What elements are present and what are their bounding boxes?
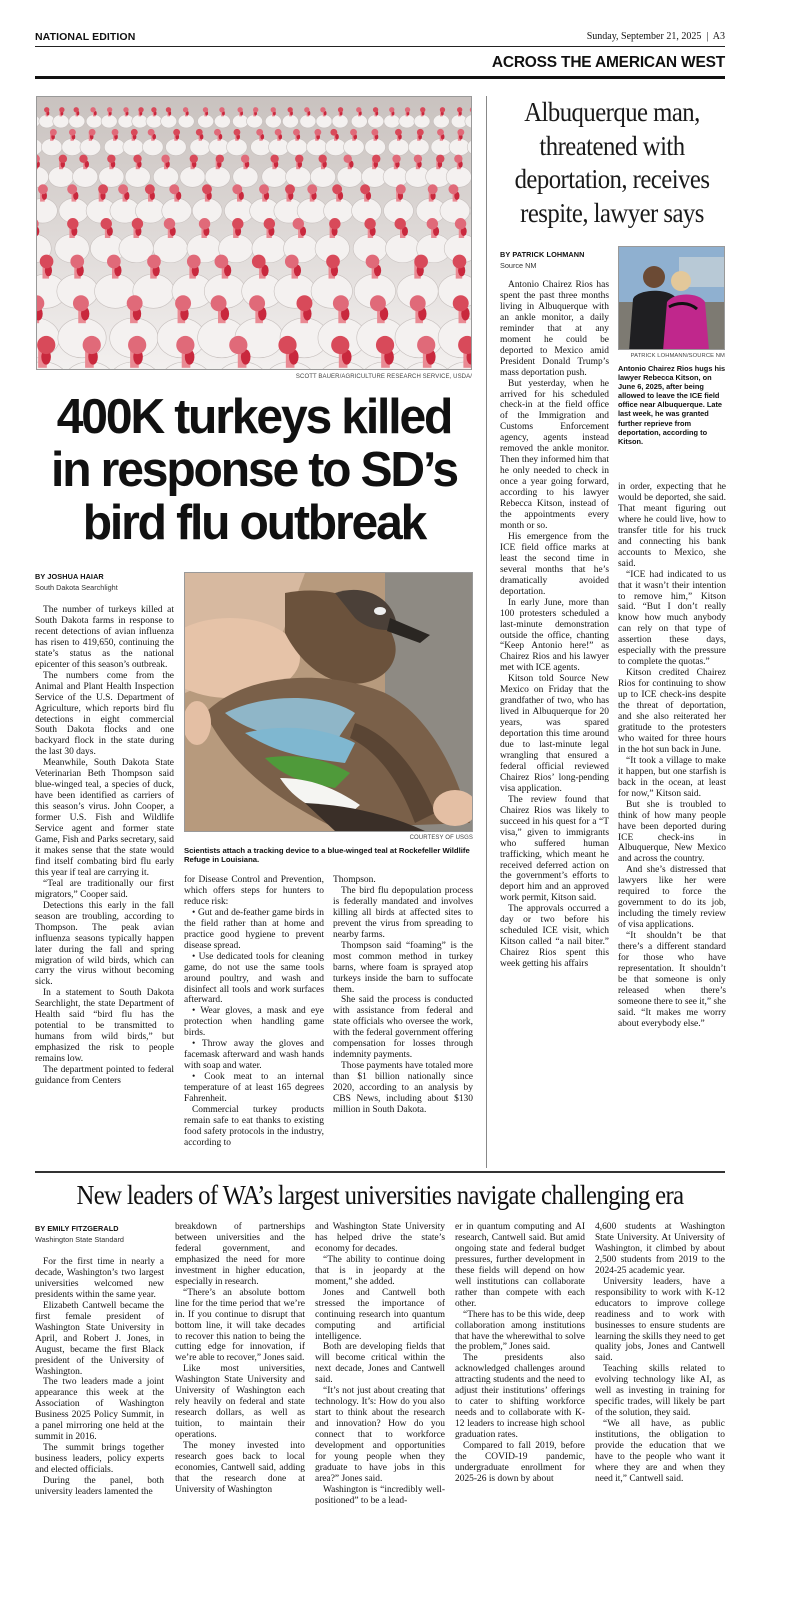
paragraph: • Gut and de-feather game birds in the field rather than at home and practice good hygiene to prevent disease spread. xyxy=(184,907,324,951)
paragraph: Detections this early in the fall season are troubling, according to Thompson. The peak avian influenza seasons typically happen later during the fall and spring migration of wild birds, which can carry the virus without becoming sick. xyxy=(35,900,174,988)
paragraph: But yesterday, when he arrived for his scheduled check-in at the field office of the Immigration and Customs Enforcement agency, agents instead removed the ankle monitor. Then they informed him that he only needed to check in once a year going forward, according to his lawyer Rebecca Kitson, instead of the appointments every month or so. xyxy=(500,378,609,531)
paragraph: The presidents also acknowledged challenges around attracting students and the need to adjust their institutions’ offerings to cater to shifting workforce needs and to collaborate with K-12 leaders to increase high school graduation rates. xyxy=(455,1353,585,1441)
hug-illustration xyxy=(619,247,725,350)
turkey-flock-photo xyxy=(36,96,472,370)
paragraph: Thompson. xyxy=(333,875,376,885)
paragraph: “It took a village to make it happen, but one starfish is back in the ocean, at least for now,” Kitson said. xyxy=(618,755,726,799)
paragraph: University leaders, have a responsibility to work with K-12 educators to improve college readiness and to work with businesses to ensure students are learning the skills they need to get quality jobs, Jones and Cantwell said. xyxy=(595,1276,725,1364)
paragraph: • Wear gloves, a mask and eye protection when handling game birds. xyxy=(184,1006,324,1039)
paragraph: Thompson said “foaming” is the most common method in turkey barns, where foam is sprayed atop turkeys inside the barn to suffocate them. xyxy=(333,940,473,995)
wa-column-2 xyxy=(175,1222,305,1567)
section-title: ACROSS THE AMERICAN WEST xyxy=(491,54,725,71)
turkey-flock-illustration xyxy=(37,97,472,370)
paragraph: The two leaders made a joint appearance this week at the Association of Washington Business 2025 Policy Summit, in a panel mirroring one held at the summit in 2016. xyxy=(35,1377,164,1443)
wa-column-5 xyxy=(595,1222,725,1567)
paragraph: • Use dedicated tools for cleaning game, do not use the same tools around poultry, and wash and disinfect all tools and work surfaces afterward. xyxy=(184,951,324,1006)
paragraph: During the panel, both university leaders lamented the xyxy=(35,1476,164,1498)
turkey-column-2 xyxy=(184,875,324,1165)
paragraph: Kitson told Source New Mexico on Friday that the grandfather of two, who has lived in Albuquerque for 20 years, was spared deportation this time around due to last-minute legal wrangling that ensured a federal official reviewed Chairez Rios’ long-pending visa application. xyxy=(500,674,609,794)
chairez-rios-hug-photo xyxy=(618,246,725,350)
deport-byline: BY PATRICK LOHMANN xyxy=(500,250,585,259)
paragraph: breakdown of partnerships between universities and the federal government, and emphasized the need for more investment in higher education, especially in research. xyxy=(175,1222,305,1287)
paragraph: The numbers come from the Animal and Plant Health Inspection Service of the U.S. Department of Agriculture, which reports bird flu detections in eight commercial South Dakota flocks and one backyard flock in the state during the last 30 days. xyxy=(35,670,174,758)
paragraph: “The ability to continue doing that is in jeopardy at the moment,” she added. xyxy=(315,1254,445,1287)
wa-byline: BY EMILY FITZGERALD xyxy=(35,1224,119,1233)
paragraph: er in quantum computing and AI research, Cantwell said. But amid ongoing state and federal budget pressures, further development in these fields will depend on how well institutions can collaborate rather than compete with each other. xyxy=(455,1222,585,1309)
paragraph: “It’s not just about creating that technology. It’s: How do you also start to think about the research and innovation? How do you connect that to workforce development and opportunities for young people when they graduate to have jobs in this area?” Jones said. xyxy=(315,1386,445,1484)
wa-column-1 xyxy=(35,1257,164,1567)
paragraph: in order, expecting that he would be deported, she said. That meant figuring out where he could live, how to transfer title for his truck and connecting his bank accounts to Mexico, she said. xyxy=(618,482,726,569)
paragraph: In early June, more than 100 protesters scheduled a last-minute demonstration outside the office, chanting “Keep Antonio here!” as Chairez Rios and his lawyer met with ICE agents. xyxy=(500,597,609,674)
paragraph: His emergence from the ICE field office marks at least the second time in several months that he’s dramatically avoided deportation. xyxy=(500,531,609,597)
turkey-source: South Dakota Searchlight xyxy=(35,583,118,592)
paragraph: The number of turkeys killed at South Dakota farms in response to recent detections of avian influenza has risen to 419,650, continuing the state’s status as the national epicenter of this season’s outbreak. xyxy=(35,605,174,670)
paragraph: The approvals occurred a day or two before his scheduled ICE visit, which Kitson called “a nail biter.” Chairez Rios spent this week getting his affairs xyxy=(500,904,609,970)
paragraph: “There has to be this wide, deep collaboration among institutions that have the wherewithal to solve the problem,” Jones said. xyxy=(455,1309,585,1353)
paragraph: Antonio Chairez Rios has spent the past three months living in Albuquerque with an ankle monitor, a daily reminder that at any moment he could be deported to Mexico amid President Donald Trump’s mass deportation push. xyxy=(500,280,609,378)
deport-column-2 xyxy=(618,482,726,1168)
wa-byline-block xyxy=(35,1224,165,1244)
paragraph: “There’s an absolute bottom line for the time period that we’re in. If you continue to disrupt that bottom line, it will take decades to recover this nation to being the cutting edge for innovation, if we’re able to recover,” Jones said. xyxy=(175,1287,305,1364)
teal-photo-credit: COURTESY OF USGS xyxy=(409,835,473,841)
paragraph: The summit brings together business leaders, policy experts and elected officials. xyxy=(35,1443,164,1476)
paragraph: The money invested into research goes back to local economies, Cantwell said, adding that the research done at University of Washington xyxy=(175,1441,305,1495)
turkey-column-3 xyxy=(333,875,473,1165)
date-page-label: Sunday, September 21, 2025 | A3 xyxy=(586,31,725,42)
paragraph: But she is troubled to think of how many people have been deported during ICE check-ins in Albuquerque, New Mexico and across the country. xyxy=(618,799,726,865)
turkey-photo-credit: SCOTT BAUER/AGRICULTURE RESEARCH SERVICE, USDA/ xyxy=(295,374,472,380)
paragraph: Commercial turkey products remain safe to eat thanks to existing food safety protocols in the industry, according to xyxy=(184,1105,324,1148)
teal-duck-photo xyxy=(184,572,473,832)
paragraph: Teaching skills related to evolving technology like AI, as well as investing in training for specific trades, will likely be part of the solution, they said. xyxy=(595,1364,725,1419)
masthead-rule-thick xyxy=(35,76,725,79)
paragraph: “We all have, as public institutions, the obligation to provide the education that we have to the people who want it where they are and when they need it,” Cantwell said. xyxy=(595,1419,725,1484)
paragraph: “Teal are traditionally our first migrators,” Cooper said. xyxy=(35,878,174,900)
paragraph: She said the process is conducted with assistance from federal and state officials who oversee the work, with the federal government offering compensation for losses through indemnity payments. xyxy=(333,995,473,1061)
deport-byline-block xyxy=(500,250,610,270)
hug-photo-caption: Antonio Chairez Rios hugs his lawyer Rebecca Kitson, on June 6, 2025, after being allowed to leave the ICE field office near Albuquerque. Late last week, he was granted further reprieve from deportation, according to Kitson. xyxy=(618,364,726,446)
paragraph: In a statement to South Dakota Searchlight, the state Department of Health said “bird flu has the potential to be transmitted to humans from wild birds,” but emphasized the risk to people remains low. xyxy=(35,988,174,1065)
paragraph: The department pointed to federal guidance from Centers xyxy=(35,1065,174,1086)
paragraph: For the first time in nearly a decade, Washington’s two largest universities welcomed new presidents within the same year. xyxy=(35,1257,164,1300)
teal-duck-illustration xyxy=(185,573,473,832)
paragraph: Compared to fall 2019, before the COVID-19 pandemic, undergraduate enrollment for 2025-26 is down by about xyxy=(455,1441,585,1484)
turkey-byline-block xyxy=(35,572,175,592)
edition-label: NATIONAL EDITION xyxy=(35,31,136,43)
turkey-headline: 400K turkeys killed in response to SD’s bird flu outbreak xyxy=(51,389,457,550)
wa-column-3 xyxy=(315,1222,445,1567)
paragraph: and Washington State University has helped drive the state’s economy for decades. xyxy=(315,1222,445,1254)
paragraph: And she’s distressed that lawyers like her were required to force the government to do its job, including the timely review of visa applications. xyxy=(618,865,726,931)
paragraph: “It shouldn’t be that there’s a different standard for those who have representation. It shouldn’t be that someone is only released when there’s someone there to see it,” she said. “It makes me worry about everybody else.” xyxy=(618,931,726,1029)
paragraph: Meanwhile, South Dakota State Veterinarian Beth Thompson said blue-winged teal, a species of duck, have been identified as carriers of this season’s virus. John Cooper, a former U.S. Fish and Wildlife Service agent and former state Game, Fish and Parks secretary, said it makes sense that the state would find itself combating bird flu early this year if teal are carrying it. xyxy=(35,758,174,878)
wa-story-rule xyxy=(35,1171,725,1173)
deport-headline: Albuquerque man, threatened with deportation, receives respite, lawyer says xyxy=(514,96,710,228)
paragraph: Kitson credited Chairez Rios for continuing to show up to ICE check-ins despite the threat of deportation, and she also reiterated her gratitude to the protesters who waited for three hours in the hot sun back in June. xyxy=(618,668,726,755)
paragraph: The bird flu depopulation process is federally mandated and involves killing all birds at affected sites to prevent the virus from spreading to nearby farms. xyxy=(333,885,473,940)
paragraph: Those payments have totaled more than $1 billion nationally since 2020, according to an analysis by CBS News, including about $130 million in South Dakota. xyxy=(333,1061,473,1116)
paragraph: The review found that Chairez Rios was likely to succeed in his quest for a “T visa,” given to immigrants who suffered human trafficking, which meant he received deferred action on the government’s efforts to deport him and an approved work permit, Kitson said. xyxy=(500,794,609,904)
paragraph: • Cook meat to an internal temperature of at least 165 degrees Fahrenheit. xyxy=(184,1072,324,1105)
paragraph: Washington is “incredibly well-positioned” to be a lead- xyxy=(315,1484,445,1506)
deport-source: Source NM xyxy=(500,261,537,270)
wa-headline: New leaders of WA’s largest universities navigate challenging era xyxy=(76,1179,684,1210)
paragraph: Both are developing fields that will become critical within the next decade, Jones and Cantwell said. xyxy=(315,1342,445,1386)
paragraph: • Throw away the gloves and facemask afterward and wash hands with soap and water. xyxy=(184,1039,324,1072)
paragraph: Elizabeth Cantwell became the first female president of Washington State University in April, and Robert J. Jones, in August, became the first Black president of the University of Washington. xyxy=(35,1300,164,1377)
column-divider xyxy=(486,96,487,1168)
hug-photo-credit: PATRICK LOHMANN/SOURCE NM xyxy=(630,353,725,359)
teal-photo-caption: Scientists attach a tracking device to a blue-winged teal at Rockefeller Wildlife Refuge in Louisiana. xyxy=(184,846,470,865)
paragraph: “ICE had indicated to us that it wasn’t their intention to remove him,” Kitson said. “But I don’t really know how much anybody can rely on that type of assertion these days, especially with the pressure to complete the quotas.” xyxy=(618,569,726,668)
masthead-rule-thin xyxy=(35,46,725,47)
paragraph: for Disease Control and Prevention, which offers steps for hunters to reduce risk: xyxy=(184,875,324,907)
deport-column-1 xyxy=(500,280,609,1168)
paragraph: Jones and Cantwell both stressed the importance of continuing research into quantum computing and artificial intelligence. xyxy=(315,1287,445,1342)
turkey-column-1 xyxy=(35,605,174,1165)
paragraph: Like most universities, Washington State University and University of Washington each rely heavily on federal and state research dollars, as well as tuition, to maintain their operations. xyxy=(175,1364,305,1441)
paragraph: 4,600 students at Washington State University. At University of Washington, it climbed by about 2,500 students from 2019 to the 2024-25 academic year. xyxy=(595,1222,725,1276)
wa-column-4 xyxy=(455,1222,585,1567)
wa-source: Washington State Standard xyxy=(35,1235,124,1244)
turkey-byline: BY JOSHUA HAIAR xyxy=(35,572,104,581)
